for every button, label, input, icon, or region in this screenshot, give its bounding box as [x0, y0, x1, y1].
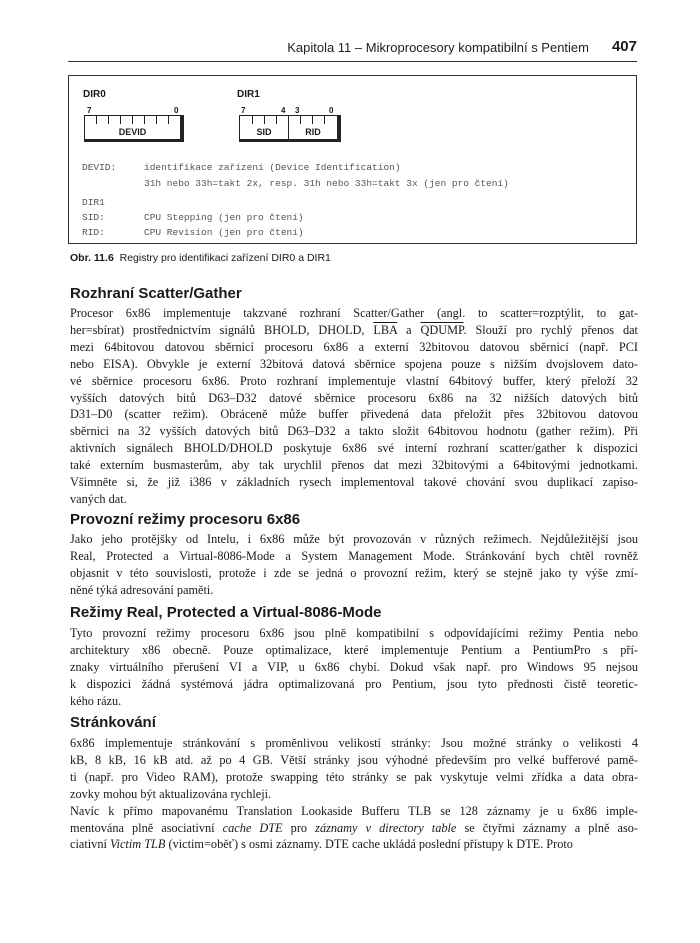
text-line: také externím busmasterům, aby tak urychlil přenos dat mezi 32bitovými a 64bitovými jednotkami. — [70, 458, 638, 473]
text-line: vé sběrnice procesoru 6x86. Proto rozhraní implementuje vlastní 64bitový buffer, který přeloží 32 — [70, 373, 638, 388]
dir0-bit-high: 7 — [87, 106, 92, 115]
text-line: nebo EISA). Obvykle je externí 32bitová datová sběrnice spojena pouze s nižším dvojslovem dato- — [70, 356, 638, 371]
legend-text-sid: CPU Stepping (jen pro čtení) — [144, 212, 304, 223]
text-line: ti (např. pro Video RAM), protože swapping této stránky se pak vyskytuje velmi zřídka a data obra- — [70, 769, 638, 784]
text-line: 6x86 implementuje stránkování s proměnlivou velikostí stránky: Jsou možné stránky o velikosti 4 — [70, 736, 638, 750]
text-line: aktivních signálech BHOLD/DHOLD poskytuje 6x86 své interní rozhraní scatter/gather k dispozici — [70, 441, 638, 456]
text-line: her=sbírat) prostřednictvím signálů BHOLD, DHOLD, $\overline{LBA}$ a QDUMP. Slouží pro rychlý přenos dat — [70, 322, 638, 337]
caption-label: Obr. 11.6 — [70, 252, 114, 264]
italic-term: záznamy v directory table — [315, 820, 457, 835]
page-number: 407 — [611, 38, 637, 55]
dir0-register — [84, 115, 184, 142]
legend-text-devid: identifikace zařízení (Device Identification) — [144, 162, 401, 173]
section-title-scatter-gather: Rozhraní Scatter/Gather — [70, 285, 242, 302]
text-line: D31–D0 (scatter režim). Obráceně může buffer přivedená data přeložit přes 32bitovou datovou — [70, 407, 638, 422]
dir0-label: DIR0 — [83, 89, 106, 100]
header-rule — [68, 61, 637, 62]
dir0-bit-low: 0 — [174, 106, 179, 115]
text-line: Real, Protected a Virtual-8086-Mode a System Management Mode. Stránkování bych chtěl rovněž — [70, 548, 638, 563]
sid-field: SID — [256, 127, 272, 137]
dir1-bit-3: 3 — [295, 106, 300, 115]
paragraph-scatter-gather — [70, 305, 638, 508]
text-line: architektury x86 obecně. Pouze optimalizace, které implementuje Pentium a PentiumPro s pří- — [70, 642, 638, 657]
legend-text-devid-2: 31h nebo 33h=takt 2x, resp. 31h nebo 33h=takt 3x (jen pro čtení) — [144, 178, 509, 189]
text-line: znaky virtuálního přerušení VI a VIP, u 6x86 chybí. Dokud však např. pro Windows 95 nejsou — [70, 659, 638, 674]
legend-key-dir1: DIR1 — [82, 197, 105, 208]
overlined-signal: QDUMP — [420, 322, 464, 337]
paragraph-operating-modes — [70, 531, 638, 599]
figure-caption — [70, 252, 331, 264]
dir1-label: DIR1 — [237, 89, 260, 100]
text-line: Procesor 6x86 implementuje takzvané rozhraní Scatter/Gather (angl. to scatter=rozptýlit, to gat- — [70, 306, 638, 320]
legend-key-sid: SID: — [82, 212, 105, 223]
figure-registers — [68, 75, 637, 244]
dir1-bit-high: 7 — [241, 106, 246, 115]
text-line: zovky mohou být aktualizována rychleji. — [70, 786, 272, 801]
text-line: mezi 64bitovou datovou sběrnicí procesoru 6x86 a externí 32bitovou datovou sběrnicí (např. PCI — [70, 339, 638, 354]
overlined-signal: $\overline{LBA}$ — [373, 322, 398, 337]
running-header — [68, 38, 637, 62]
dir1-bit-4: 4 — [281, 106, 286, 115]
text-line: Tyto provozní režimy procesoru 6x86 jsou plně kompatibilní s odpovídajícími režimy Pentia nebo — [70, 626, 638, 640]
text-line: kého rázu. — [70, 693, 122, 708]
section-title-paging: Stránkování — [70, 714, 156, 731]
devid-field: DEVID — [118, 127, 147, 137]
text-line: sběrnici na 32 vyšších datových bitů D63–D32 a takto složit 64bitovou hodnotu (gather režim). Při — [70, 424, 638, 439]
text-line: vaných dat. — [70, 491, 127, 506]
italic-term: Victim TLB — [109, 837, 166, 852]
text-line: mentována plně asociativní cache DTE pro záznamy v directory table se čtyřmi záznamy a plně aso- — [70, 820, 638, 835]
paragraph-paging — [70, 735, 638, 853]
chapter-title: Kapitola 11 – Mikroprocesory kompatibilní s Pentiem — [287, 40, 589, 55]
rid-field: RID — [305, 127, 321, 137]
text-line: objasnit v této souvislosti, protože i zde se jedná o provozní režim, který se stejně jako ty výše zmí- — [70, 565, 638, 580]
text-line: Všimněte si, že již i386 v základních rysech implementoval takové chování svou duplikací zapiso- — [70, 475, 638, 490]
section-title-operating-modes: Provozní režimy procesoru 6x86 — [70, 511, 301, 528]
paragraph-real-protected — [70, 625, 638, 710]
section-title-real-protected: Režimy Real, Protected a Virtual-8086-Mode — [70, 604, 382, 621]
text-line: Navíc k přímo mapovanému Translation Lookaside Bufferu TLB se 128 záznamy je u 6x86 imple- — [70, 803, 638, 818]
text-line: k dispozici žádná systémová jádra optimalizovaná pro Pentium, jsou tyto přednosti čistě teoretic- — [70, 676, 638, 691]
text-line: vyšších datových bitů D63–D32 datové sběrnice procesoru 6x86 na 32 nižších datových bitů — [70, 390, 638, 405]
legend-key-rid: RID: — [82, 227, 105, 238]
text-line: kB, 8 kB, 16 kB atd. až po 4 GB. Větší stránky jsou výhodné především pro velké bufferové pamě- — [70, 752, 638, 767]
caption-text: Registry pro identifikaci zařízení DIR0 a DIR1 — [119, 252, 331, 264]
italic-term: cache DTE — [222, 820, 283, 835]
text-line: něné týká adresování paměti. — [70, 582, 214, 597]
legend-key-devid: DEVID: — [82, 162, 117, 173]
text-line: ciativní Victim TLB (victim=oběť) s osmi záznamy. DTE cache ukládá poslední přístupy k DTE. Proto — [70, 837, 573, 852]
dir1-bit-low: 0 — [329, 106, 334, 115]
legend-text-rid: CPU Revision (jen pro čtení) — [144, 227, 304, 238]
text-line: Jako jeho protějšky od Intelu, i 6x86 může být provozován v různých režimech. Nejdůležitější jsou — [70, 532, 638, 546]
dir1-register — [239, 115, 341, 142]
